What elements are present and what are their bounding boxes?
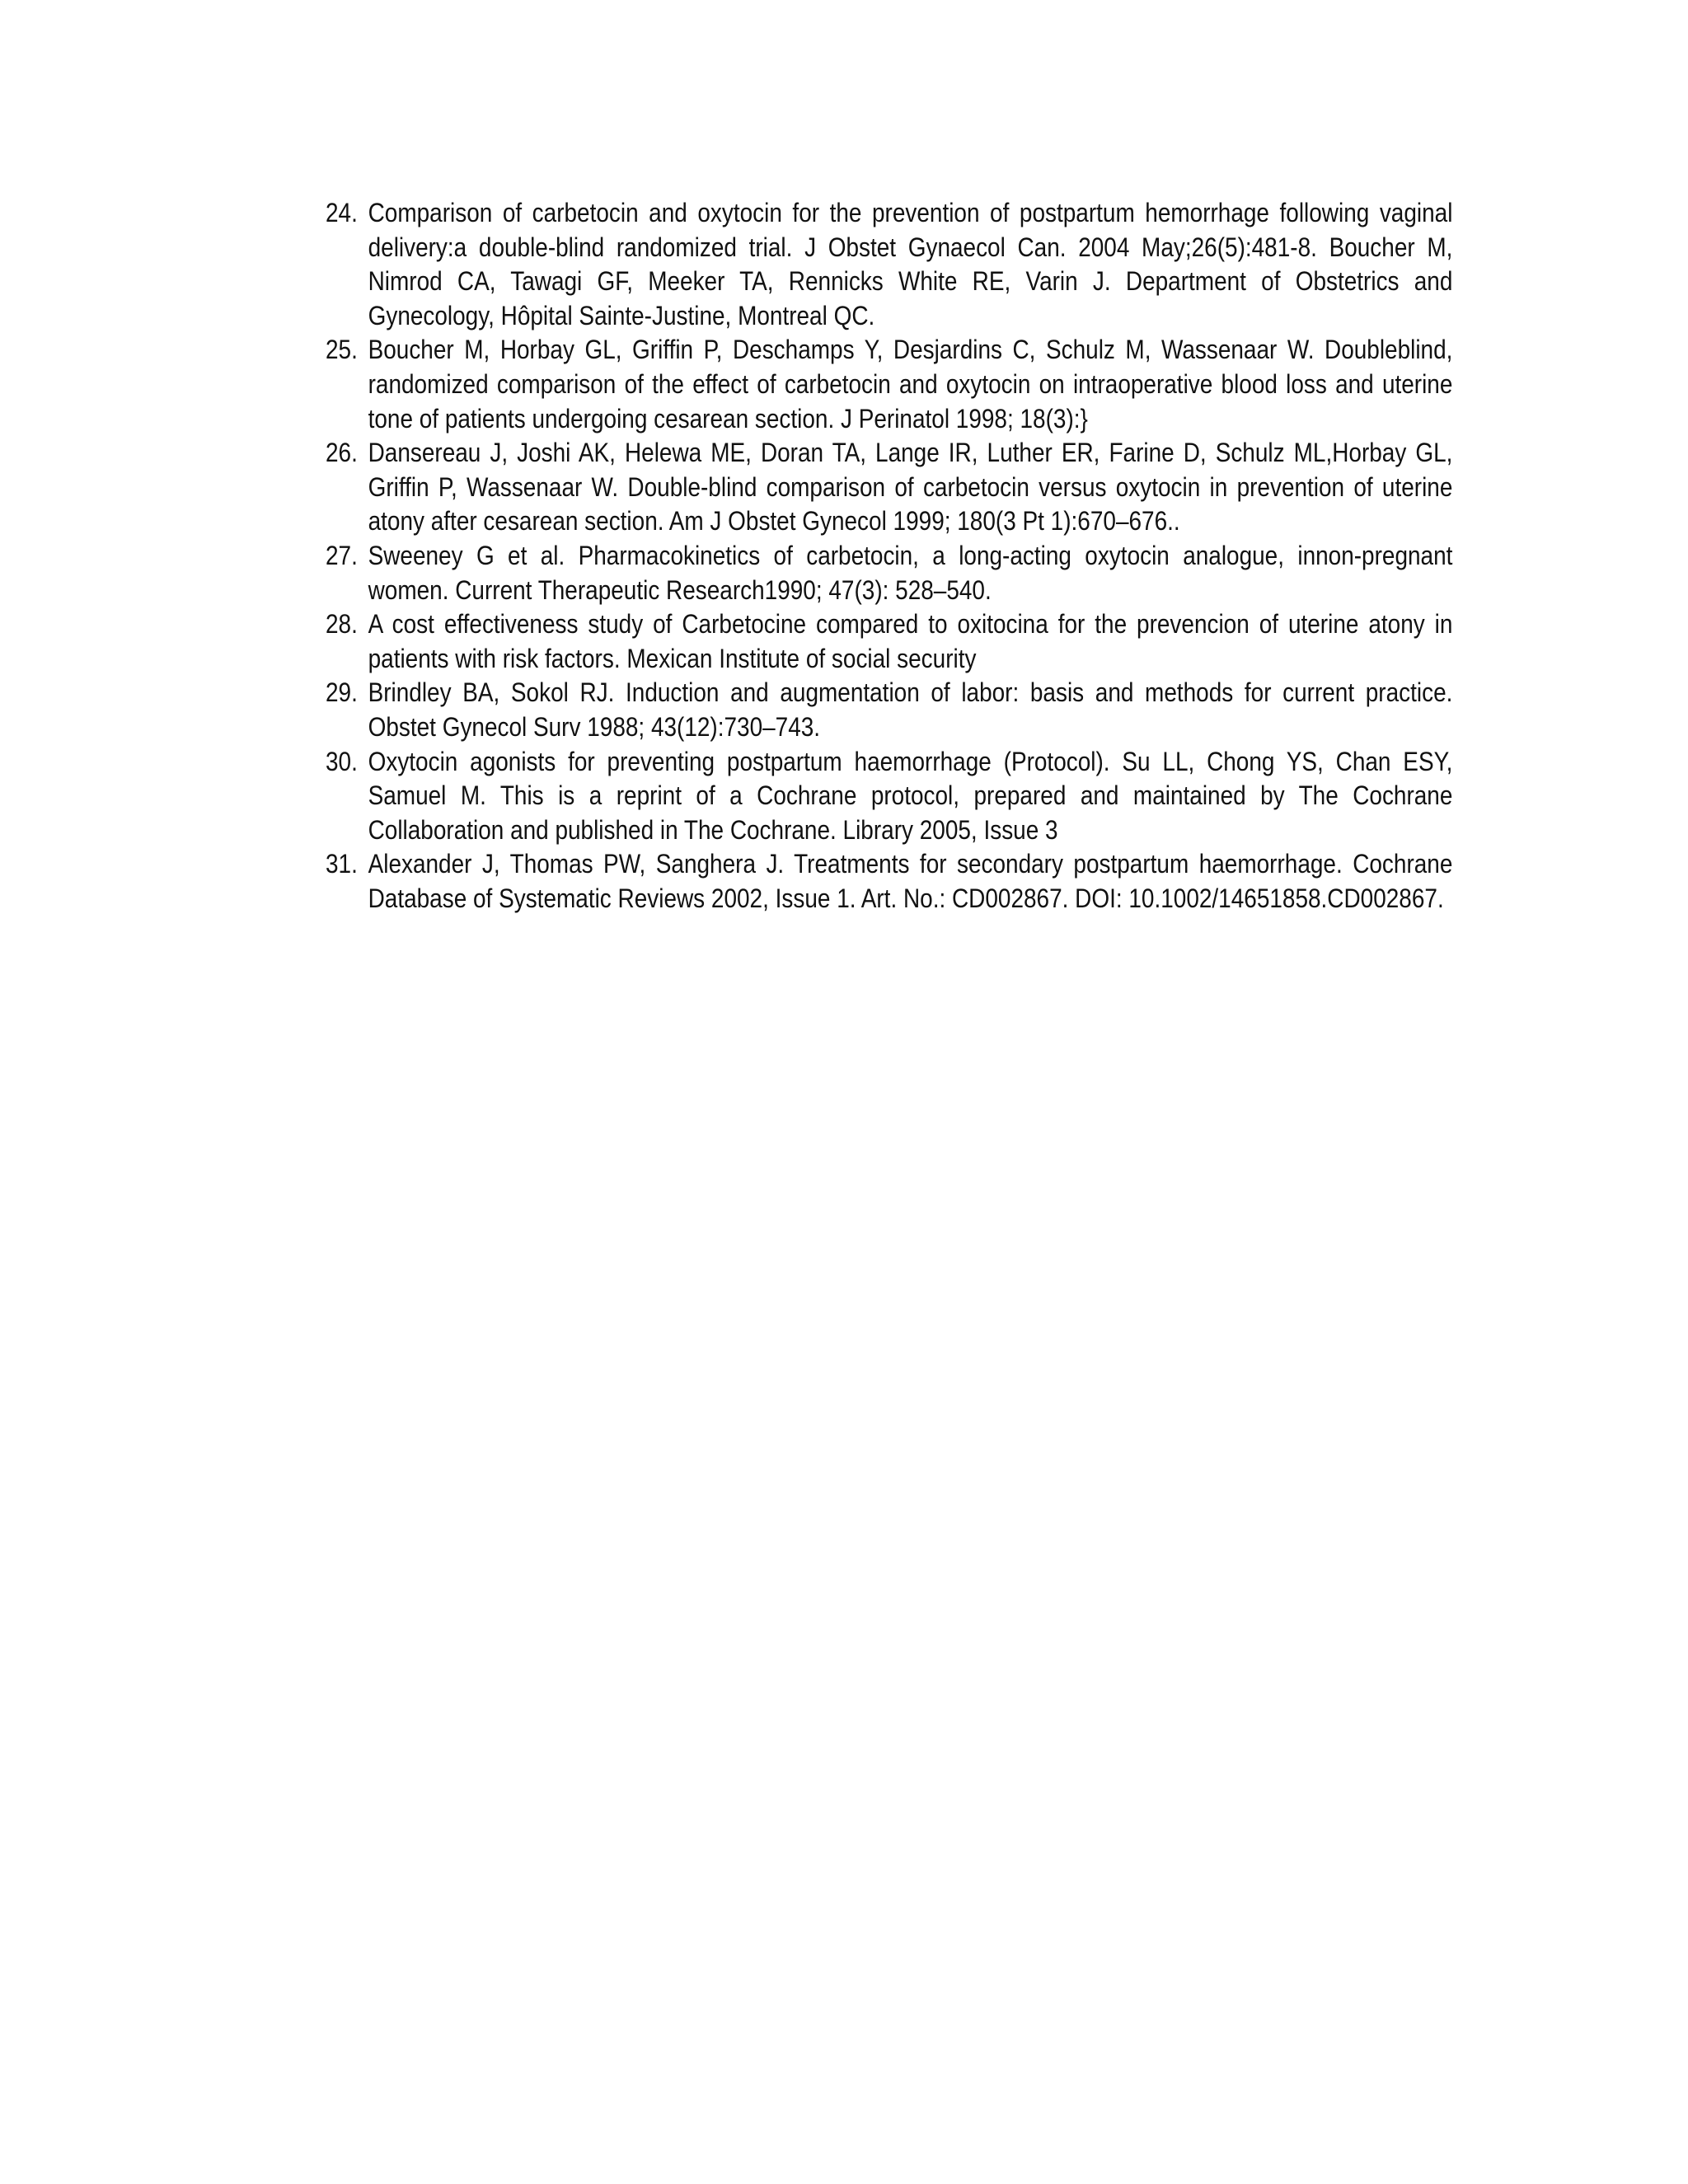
reference-text: Dansereau J, Joshi AK, Helewa ME, Doran TA, Lange IR, Luther ER, Farine D, Schulz ML,Horbay GL, Griffin P, Wassenaar W. Double-blind comparison of carbetocin versus oxytocin in prevention of uterine atony after cesarean section. Am J Obstet Gynecol 1999; 180(3 Pt 1):670–676.. xyxy=(368,438,1453,537)
reference-number: 31. xyxy=(326,849,358,879)
reference-number: 30. xyxy=(326,746,358,776)
reference-item-26 xyxy=(326,436,1452,539)
reference-item-28 xyxy=(326,607,1452,676)
reference-text: Sweeney G et al. Pharmacokinetics of carbetocin, a long-acting oxytocin analogue, innon-pregnant women. Current Therapeutic Research1990; 47(3): 528–540. xyxy=(368,540,1453,605)
reference-item-31 xyxy=(326,847,1452,916)
reference-text: A cost effectiveness study of Carbetocine compared to oxitocina for the prevencion of uterine atony in patients with risk factors. Mexican Institute of social security xyxy=(368,609,1453,673)
reference-number: 29. xyxy=(326,677,358,708)
reference-number: 25. xyxy=(326,335,358,365)
reference-item-25 xyxy=(326,333,1452,436)
reference-text: Boucher M, Horbay GL, Griffin P, Deschamps Y, Desjardins C, Schulz M, Wassenaar W. Doubleblind, randomized comparison of the effect of carbetocin and oxytocin on intraoperative blood loss and uterine tone of patients undergoing cesarean section. J Perinatol 1998; 18(3):} xyxy=(368,335,1453,434)
reference-text: Alexander J, Thomas PW, Sanghera J. Treatments for secondary postpartum haemorrhage. Cochrane Database of Systematic Reviews 2002, Issue 1. Art. No.: CD002867. DOI: 10.1002/14651858.CD002867. xyxy=(368,849,1453,913)
reference-text: Oxytocin agonists for preventing postpartum haemorrhage (Protocol). Su LL, Chong YS, Chan ESY, Samuel M. This is a reprint of a Cochrane protocol, prepared and maintained by The Cochrane Collaboration and published in The Cochrane. Library 2005, Issue 3 xyxy=(368,746,1453,845)
reference-number: 27. xyxy=(326,540,358,570)
reference-number: 26. xyxy=(326,438,358,468)
reference-number: 24. xyxy=(326,198,358,227)
reference-list xyxy=(326,196,1453,916)
reference-text: Comparison of carbetocin and oxytocin for the prevention of postpartum hemorrhage following vaginal delivery:a double-blind randomized trial. J Obstet Gynaecol Can. 2004 May;26(5):481-8. Boucher M, Nimrod CA, Tawagi GF, Meeker TA, Rennicks White RE, Varin J. Department of Obstetrics and Gynecology, Hôpital Sainte-Justine, Montreal QC. xyxy=(368,198,1453,330)
reference-item-27 xyxy=(326,539,1452,607)
reference-item-24 xyxy=(326,196,1452,333)
reference-item-29 xyxy=(326,676,1452,744)
reference-text: Brindley BA, Sokol RJ. Induction and augmentation of labor: basis and methods for current practice. Obstet Gynecol Surv 1988; 43(12):730–743. xyxy=(368,677,1453,742)
reference-number: 28. xyxy=(326,609,358,640)
reference-item-30 xyxy=(326,745,1452,848)
